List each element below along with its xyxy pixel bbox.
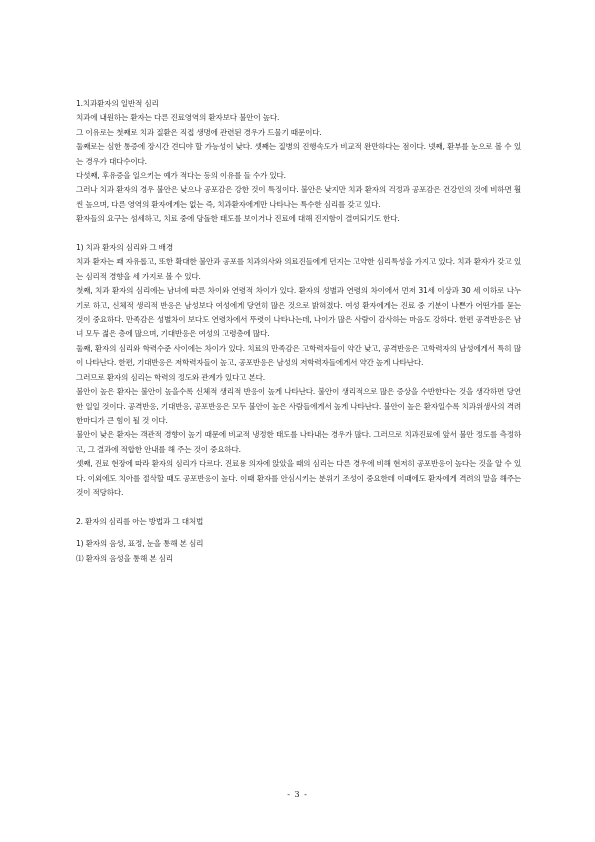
paragraph: 다섯째, 후유증을 일으키는 예가 적다는 등의 이유를 들 수가 있다. xyxy=(76,171,286,181)
paragraph: 환자들의 요구는 섬세하고, 치료 중에 당돌한 태도를 보이거나 진료에 대해 진지함이 결여되기도 한다. xyxy=(76,214,400,224)
paragraph: 첫째, 치과 환자의 심리에는 남녀에 따른 차이와 연령적 차이가 있다. 환자의 성별과 연령의 차이에서 먼저 31세 이상과 30 세 이하로 나누기로 하고, 신체적 생리적 반응은 남성보다 여성에게 당연히 많은 것으로 밝혀졌다. 여성 환자에게는 진료 중 기분이 나쁜가 어떤가를 묻는 것이 중요하다. 만족감은 성별차이 보다도 연령차에서 뚜렷이 나타나는데, 나이가 많은 사람이 감사하는 마음도 강하다. 한편 공격반응은 남녀 모두 젊은 층에 많으며, 기대반응은 여성의 고령층에 많다. xyxy=(76,286,521,339)
subsection1-heading: 1) 치과 환자의 심리와 그 배경 xyxy=(76,243,173,253)
section1-heading: 1.치과환자의 일반적 심리 xyxy=(76,99,159,108)
paragraph: 불안이 낮은 환자는 객관적 경향이 높기 때문에 비교적 냉정한 태도를 나타내는 경우가 많다. 그러므로 치과진료에 앞서 불안 정도를 측정하고, 그 결과에 적합한 안내를 해 주는 것이 중요하다. xyxy=(76,430,521,454)
spacer xyxy=(76,227,521,241)
page-number: - 3 - xyxy=(287,790,308,799)
subsection2-heading: 1) 환자의 음성, 표정, 눈을 통해 본 심리 xyxy=(76,539,204,549)
spacer xyxy=(76,529,521,537)
document-body xyxy=(76,97,521,566)
paragraph: 셋째, 진료 현장에 따라 환자의 심리가 다르다. 진료용 의자에 앉았을 때의 심리는 다른 경우에 비해 현저히 공포반응이 높다는 것을 알 수 있다. 이외에도 치아를 절삭할 때도 공포반응이 높다. 이때 환자를 안심시키는 분위기 조성이 중요한데 이때에도 환자에게 격려의 말을 해주는 것이 적당하다. xyxy=(76,459,521,497)
paragraph: 치과에 내원하는 환자는 다른 진료영역의 환자보다 불안이 높다. xyxy=(76,113,280,123)
paragraph: 그 이유로는 첫째로 치과 질환은 직접 생명에 관련된 경우가 드물기 때문이다. xyxy=(76,127,322,137)
paragraph: 그러므로 환자의 심리는 학력의 정도와 관계가 있다고 본다. xyxy=(76,372,265,382)
paragraph: 치과 환자는 꽤 자유롭고, 또한 확대한 불안과 공포를 치과의사와 의료진들에게 던지는 고약한 심리특성을 가지고 있다. 치과 환자가 갖고 있는 심리적 경향을 세 가지로 볼 수 있다. xyxy=(76,257,521,281)
paragraph: 둘째, 환자의 심리와 학력수준 사이에는 차이가 있다. 치료의 만족감은 고학력자들이 약간 낮고, 공격반응은 고학력자의 남성에게서 특히 많이 나타난다. 한편, 기대반응은 저학력자들이 높고, 공포반응은 남성의 저학력자들에게서 약간 높게 나타난다. xyxy=(76,343,521,368)
paragraph: 불안이 높은 환자는 불안이 높을수록 신체적 생리적 반응이 높게 나타난다. 불안이 생리적으로 많은 증상을 수반한다는 것을 생각하면 당연한 일일 것이다. 공격반응, 기대반응, 공포반응은 모두 불안이 높은 사람들에게서 높게 나타난다. 불안이 높은 환자일수록 치과위생사의 격려 한마디가 큰 힘이 될 것 이다. xyxy=(76,387,521,425)
paragraph: 그러나 치과 환자의 경우 불안은 낮으나 공포감은 강한 것이 특징이다. 불안은 낮지만 치과 환자의 걱정과 공포감은 건강인의 것에 비하면 훨씬 높으며, 다른 영역의 환자에게는 없는 즉, 치과환자에게만 나타나는 특수한 심리를 갖고 있다. xyxy=(76,185,521,209)
spacer xyxy=(76,500,521,514)
paragraph: 둘째로는 심한 통증에 장시간 견디야 할 가능성이 낮다. 셋째는 질병의 진행속도가 비교적 완만하다는 점이다. 넷째, 환부를 눈으로 볼 수 있는 경우가 대다수이다. xyxy=(76,142,521,166)
section2-heading: 2. 환자의 심리를 아는 방법과 그 대처법 xyxy=(76,516,204,526)
subsubsection-heading: ⑴ 환자의 음성을 통해 본 심리 xyxy=(76,553,173,563)
